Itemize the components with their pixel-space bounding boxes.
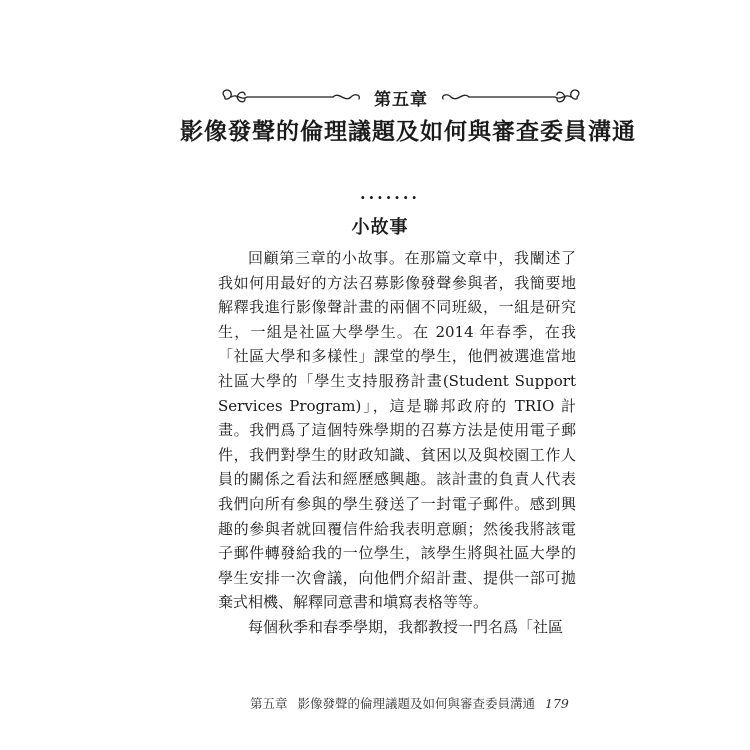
- section-separator-dots: ·······: [360, 188, 420, 207]
- footer-chapter: 第五章: [250, 696, 288, 711]
- chapter-label: 第五章: [374, 90, 428, 110]
- chapter-title: 影像發聲的倫理議題及如何與審查委員溝通: [180, 118, 636, 145]
- paragraph: 每個秋季和春季學期，我都教授一門名爲「社區: [248, 617, 564, 636]
- page-number: 179: [545, 696, 569, 711]
- body-text: [218, 246, 576, 640]
- page-footer: [250, 694, 580, 712]
- chapter-header: [215, 83, 587, 111]
- paragraph: 回顧第三章的小故事。在那篇文章中，我闡述了我如何用最好的方法召募影像發聲參與者，我簡要地解釋我進行影像聲計畫的兩個不同班級，一組是研究生，一組是社區大學學生。在 2014 年春季，在我「社區大學和多樣性」課堂的學生，他們被選進當地社區大學的「學生支持服務計畫(Student Support Services Program)」，這是聯邦政府的 TRIO 計畫。我們爲了這個特殊學期的召募方法是使用電子郵件，我們對學生的財政知識、貧困以及與校園工作人員的關係之看法和經歷感興趣。該計畫的負責人代表我們向所有參與的學生發送了一封電子郵件。感到興趣的參與者就回覆信件給我表明意願；然後我將該電子郵件轉發給我的一位學生，該學生將與社區大學的學生安排一次會議，向他們介紹計畫、提供一部可拋棄式相機、解釋同意書和塡寫表格等等。: [218, 249, 576, 612]
- section-title: 小故事: [351, 217, 409, 238]
- footer-title: 影像發聲的倫理議題及如何與審查委員溝通: [297, 696, 536, 711]
